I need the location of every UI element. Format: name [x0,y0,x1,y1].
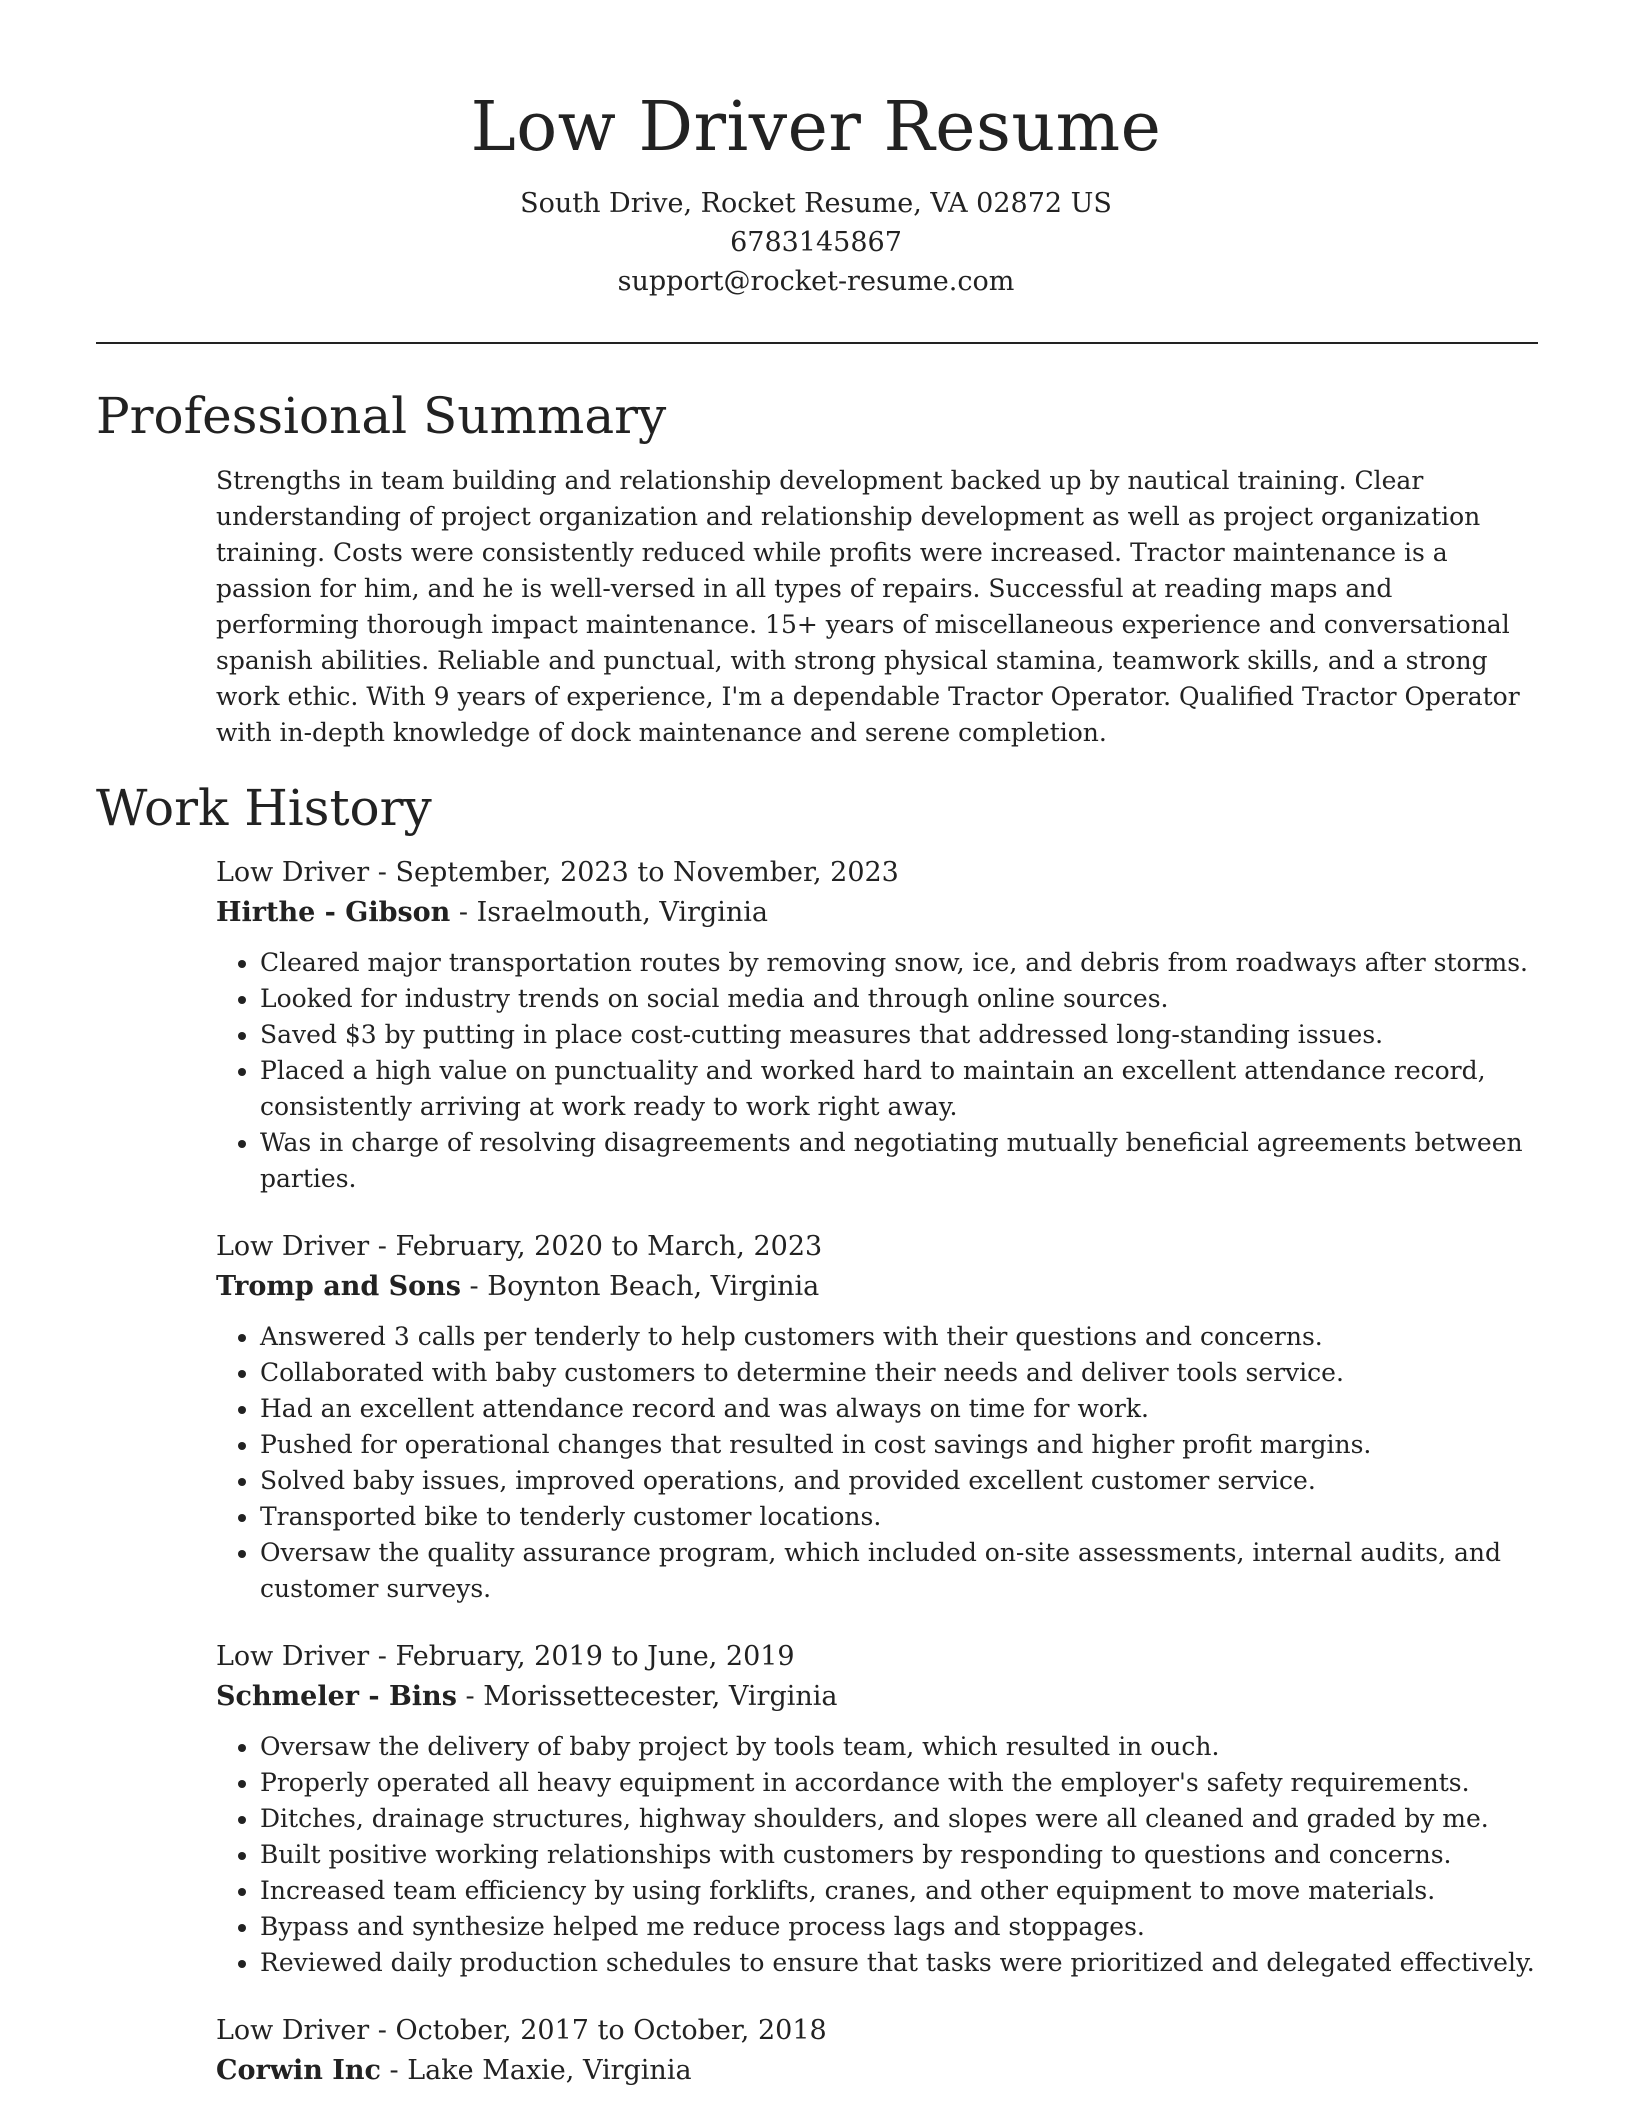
job-title: Low Driver [216,1231,370,1262]
job-location: Lake Maxie, Virginia [407,2055,692,2086]
work-history-list [216,853,1541,2121]
job-title-line: Low Driver - September, 2023 to November, 2023 [216,857,899,888]
job-bullet: • Pushed for operational changes that resulted in cost savings and higher profit margins. [260,1427,1541,1463]
job-entry [216,1637,1541,1981]
job-dates: February, 2019 to June, 2019 [395,1641,795,1672]
job-bullet: • Answered 3 calls per tenderly to help customers with their questions and concerns. [260,1319,1541,1355]
job-bullet: • Bypass and synthesize helped me reduce process lags and stoppages. [260,1909,1541,1945]
job-title: Low Driver [216,857,370,888]
job-company: Hirthe - Gibson [216,897,451,928]
job-bullet: • Cleared major transportation routes by removing snow, ice, and debris from roadways after storms. [260,945,1541,981]
job-bullet: • Had an excellent attendance record and was always on time for work. [260,1391,1541,1427]
job-bullet: • Placed a high value on punctuality and worked hard to maintain an excellent attendance record, consistently arriving at work ready to work right away. [260,1053,1541,1125]
job-company: Schmeler - Bins [216,1681,457,1712]
job-entry [216,853,1541,1197]
summary-heading: Professional Summary [96,387,667,445]
job-location: Morissettecester, Virginia [483,1681,838,1712]
job-bullet: • Increased team efficiency by using forklifts, cranes, and other equipment to move materials. [260,1873,1541,1909]
summary-text: Strengths in team building and relationship development backed up by nautical training. Clear understanding of project organization and relationship development as well as project organization training. Costs were consistently reduced while profits were increased. Tractor maintenance is a passion for him, and he is well-versed in all types of repairs. Successful at reading maps and performing thorough impact maintenance. 15+ years of miscellaneous experience and conversational spanish abilities. Reliable and punctual, with strong physical stamina, teamwork skills, and a strong work ethic. With 9 years of experience, I'm a dependable Tractor Operator. Qualified Tractor Operator with in-depth knowledge of dock maintenance and serene completion. [216,466,1520,747]
job-location: Israelmouth, Virginia [476,897,769,928]
job-location: Boynton Beach, Virginia [487,1271,820,1302]
job-bullets [216,1729,1541,1981]
work-history-heading: Work History [96,779,432,837]
job-dates: October, 2017 to October, 2018 [395,2015,827,2046]
job-title-line: Low Driver - October, 2017 to October, 2018 [216,2015,827,2046]
contact-address: South Drive, Rocket Resume, VA 02872 US [520,188,1112,219]
job-dates: February, 2020 to March, 2023 [395,1231,823,1262]
job-entry [216,2011,1541,2091]
job-bullet: • Ditches, drainage structures, highway shoulders, and slopes were all cleaned and graded by me. [260,1801,1541,1837]
job-company-line: Hirthe - Gibson - Israelmouth, Virginia [216,897,769,928]
job-company-line: Corwin Inc - Lake Maxie, Virginia [216,2055,692,2086]
job-bullet: • Solved baby issues, improved operations, and provided excellent customer service. [260,1463,1541,1499]
contact-block [0,184,1632,301]
job-bullet: • Reviewed daily production schedules to ensure that tasks were prioritized and delegated effectively. [260,1945,1541,1981]
job-title-line: Low Driver - February, 2020 to March, 2023 [216,1231,823,1262]
job-dates: September, 2023 to November, 2023 [395,857,899,888]
job-bullet: • Was in charge of resolving disagreements and negotiating mutually beneficial agreements between parties. [260,1125,1541,1197]
job-bullet: • Oversaw the quality assurance program, which included on-site assessments, internal audits, and customer surveys. [260,1535,1541,1607]
job-company: Corwin Inc [216,2055,381,2086]
resume-header [0,0,1632,301]
job-bullets [216,1319,1541,1607]
resume-title: Low Driver Resume [470,88,1162,167]
contact-phone: 6783145867 [730,227,902,258]
job-company-line: Tromp and Sons - Boynton Beach, Virginia [216,1271,820,1302]
job-company: Tromp and Sons [216,1271,461,1302]
job-title: Low Driver [216,2015,370,2046]
contact-email: support@rocket-resume.com [617,266,1015,297]
job-bullet: • Transported bike to tenderly customer locations. [260,1499,1541,1535]
header-divider [96,342,1538,344]
job-bullet: • Properly operated all heavy equipment in accordance with the employer's safety requirements. [260,1765,1541,1801]
job-bullet: • Collaborated with baby customers to determine their needs and deliver tools service. [260,1355,1541,1391]
job-title: Low Driver [216,1641,370,1672]
job-bullets [216,945,1541,1197]
job-entry [216,1227,1541,1607]
job-bullet: • Built positive working relationships with customers by responding to questions and concerns. [260,1837,1541,1873]
job-bullet: • Saved $3 by putting in place cost-cutting measures that addressed long-standing issues. [260,1017,1541,1053]
job-bullet: • Looked for industry trends on social media and through online sources. [260,981,1541,1017]
job-title-line: Low Driver - February, 2019 to June, 2019 [216,1641,795,1672]
job-bullet: • Oversaw the delivery of baby project by tools team, which resulted in ouch. [260,1729,1541,1765]
job-company-line: Schmeler - Bins - Morissettecester, Virginia [216,1681,838,1712]
